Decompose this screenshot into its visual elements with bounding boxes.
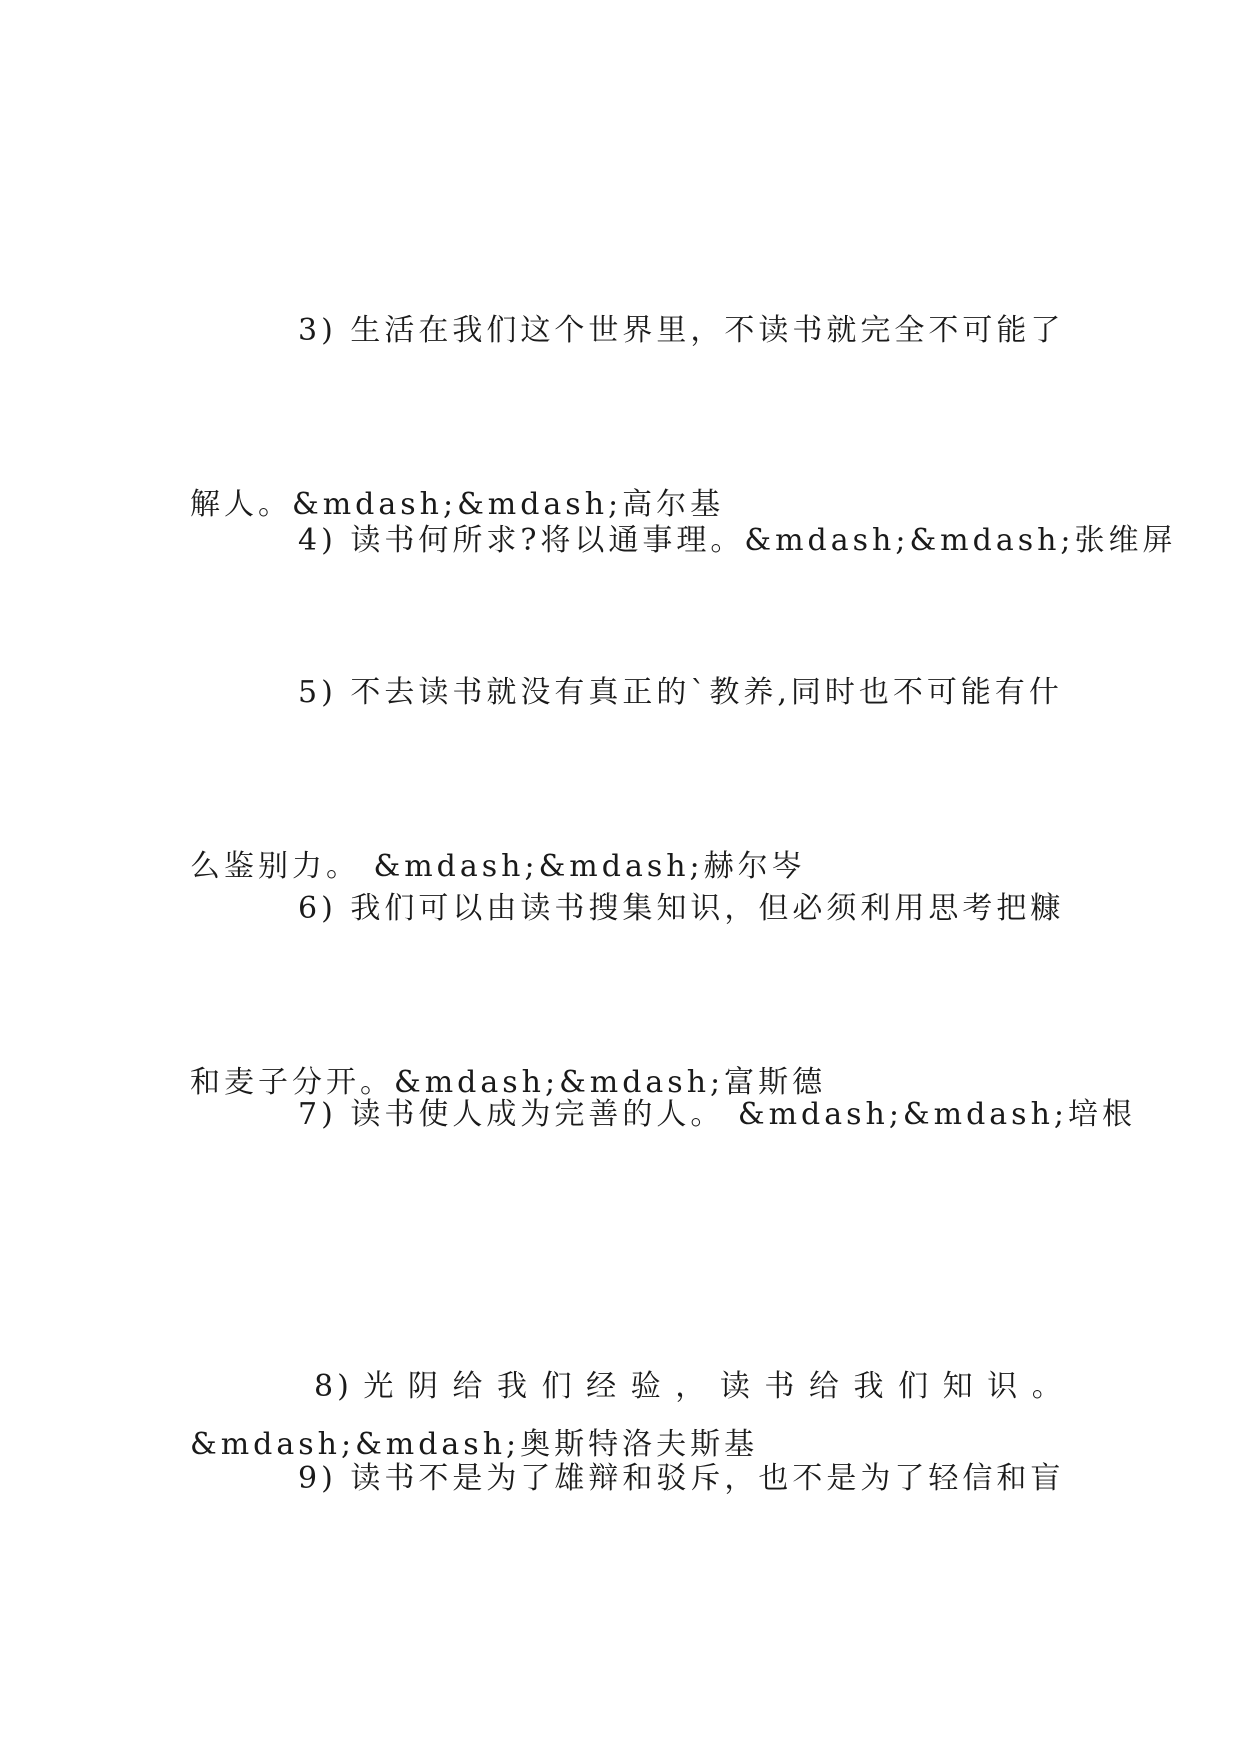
paragraph-line: 6) 我们可以由读书搜集知识，但必须利用思考把糠 — [298, 891, 1065, 926]
justified-char: 阴 — [407, 1369, 442, 1404]
paragraph-line: 9) 读书不是为了雄辩和驳斥，也不是为了轻信和盲 — [298, 1461, 1065, 1496]
paragraph-line: 解人。&mdash;&mdash;高尔基 — [190, 487, 725, 522]
paragraph-line: 和麦子分开。&mdash;&mdash;富斯德 — [190, 1065, 827, 1100]
paragraph-line: 么鉴别力。 &mdash;&mdash;赫尔岑 — [190, 849, 806, 884]
paragraph-line — [190, 1242, 1066, 1404]
paragraph-9 — [190, 1334, 1065, 1624]
justified-char: 们 — [541, 1369, 576, 1404]
justified-char: 。 — [1031, 1369, 1066, 1404]
justified-char: 光 — [363, 1369, 398, 1404]
paragraph-line: 5) 不去读书就没有真正的`教养,同时也不可能有什 — [298, 675, 1063, 710]
justified-char: 识 — [987, 1369, 1022, 1404]
justified-char: 给 — [452, 1369, 487, 1404]
justified-char: 书 — [764, 1369, 799, 1404]
justified-char: 们 — [898, 1369, 933, 1404]
justified-char: ， — [675, 1369, 710, 1404]
paragraph-line: 7) 读书使人成为完善的人。 &mdash;&mdash;培根 — [298, 1097, 1136, 1132]
justified-char: 8) — [314, 1369, 353, 1404]
justified-char: 我 — [497, 1369, 532, 1404]
justified-char: 知 — [942, 1369, 977, 1404]
justified-char: 我 — [853, 1369, 888, 1404]
justified-char: 经 — [586, 1369, 621, 1404]
justified-char: 给 — [808, 1369, 843, 1404]
justified-char: 验 — [630, 1369, 665, 1404]
paragraph-line: 4) 读书何所求?将以通事理。&mdash;&mdash;张维屏 — [298, 523, 1177, 558]
justified-char: 读 — [719, 1369, 754, 1404]
paragraph-line: 3) 生活在我们这个世界里，不读书就完全不可能了 — [298, 313, 1065, 348]
paragraph-line: &mdash;&mdash;奥斯特洛夫斯基 — [190, 1427, 759, 1462]
